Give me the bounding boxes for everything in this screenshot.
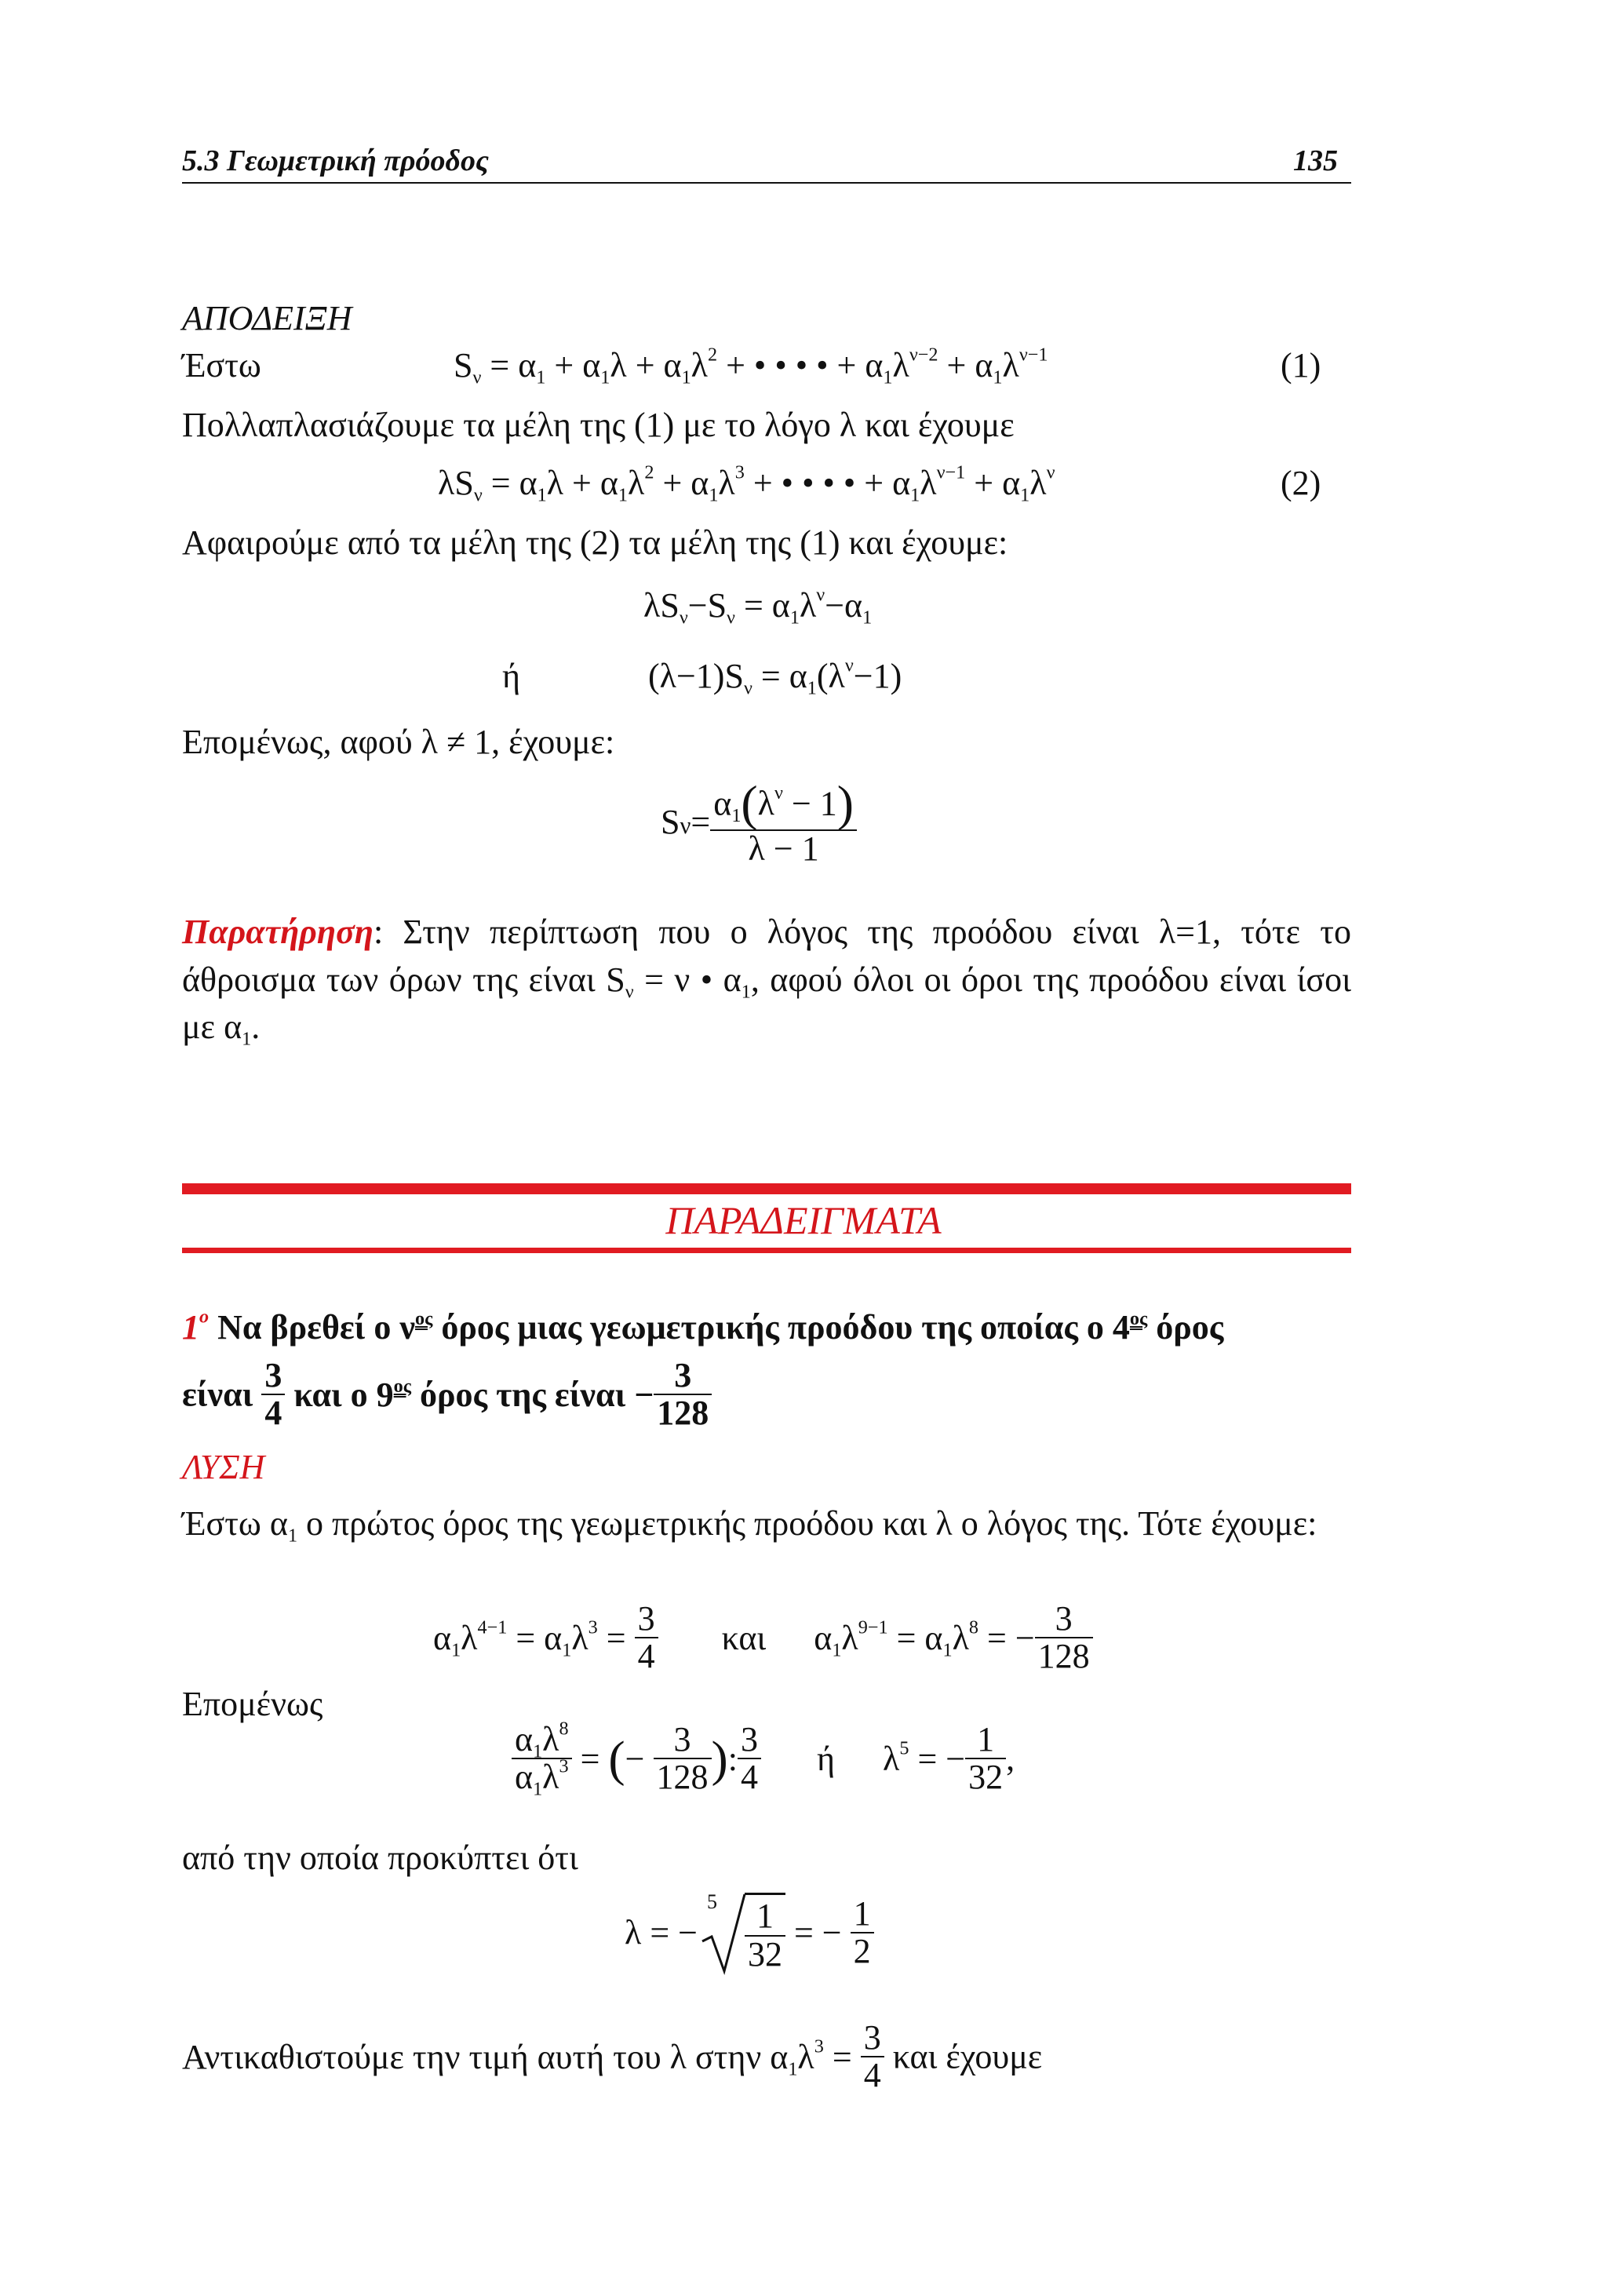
- let-word: Έστω: [182, 346, 261, 384]
- subtract-text: Αφαιρούμε από τα μέλη της (2) τα μέλη της (1) και έχουμε:: [182, 523, 1008, 562]
- ratio-equation: $\frac{\alpha_1\lambda^8}{\alpha_1\lambda^3}$ = (− $\frac{3}{128}$ ): $\frac{3}{4}$ ή $\lambda^5$ = − $\frac{1}{32}$ ,: [512, 1722, 1015, 1795]
- examples-top-bar: [182, 1183, 1351, 1194]
- or-word-2: ή: [816, 1739, 835, 1778]
- or-word: ή: [502, 657, 521, 695]
- remark-label: Παρατήρηση: [182, 913, 374, 951]
- equation-1-label: (1): [1281, 346, 1321, 384]
- equation-2-label: (2): [1281, 464, 1321, 502]
- example-number: $1^o$: [182, 1306, 210, 1347]
- root-equation: λ = − 5 $\frac{1}{32}$ = − $\frac{1}{2}$: [625, 1890, 874, 1976]
- svg-text:5: 5: [706, 1890, 717, 1913]
- difference-equation: $\lambda S_\nu-S_\nu = \alpha_1\lambda^\nu-\alpha_1$: [643, 584, 873, 629]
- given-terms-equation: $\alpha_1\lambda^{4-1} = \alpha_1\lambda^3$ = $\frac{3}{4}$ και $\alpha_1\lambda^{9-1} = \alpha_1\lambda^8$ = − $\frac{3}{128}$: [433, 1601, 1093, 1675]
- proof-title: ΑΠΟΔΕΙΞΗ: [182, 299, 352, 337]
- equation-2: $\lambda S_\nu = \alpha_1\lambda + \alpha_1\lambda^2 + \alpha_1\lambda^3$ + • • • • + $\alpha_1\lambda^{\nu-1} + \alpha_1\lambda^\nu$: [438, 461, 1055, 506]
- remark-paragraph: Παρατήρηση: Στην περίπτωση που ο λόγος της προόδου είναι λ=1, τότε το άθροισμα των όρων της είναι $S_\nu = \nu$ • $\alpha_1$, αφού όλοι οι όροι της προόδου είναι ίσοι με $\alpha_1$.: [182, 913, 1351, 1050]
- radical-sign-icon: [698, 1890, 748, 1976]
- examples-title: ΠΑΡΑΔΕΙΓΜΑΤΑ: [665, 1198, 942, 1242]
- examples-bottom-bar: [182, 1248, 1351, 1253]
- therefore-text: Επομένως, αφού λ ≠ 1, έχουμε:: [182, 723, 615, 761]
- example-1-line-1: $1^o$ Να βρεθεί ο $\nu^{o\varsigma}$ όρος μιας γεωμετρικής προόδου της οποίας ο $4^{o\varsigma}$ όρος: [182, 1306, 1224, 1347]
- example-1-line-2: είναι $\frac{3}{4}$ και ο $9^{o\varsigma}$ όρος της είναι − $\frac{3}{128}$: [182, 1358, 712, 1431]
- solution-intro: Έστω $\alpha_1$ ο πρώτος όρος της γεωμετρικής προόδου και λ ο λόγος της. Τότε έχουμε:: [182, 1504, 1317, 1547]
- solution-title: ΛΥΣΗ: [182, 1448, 265, 1486]
- therefore-word: Επομένως: [182, 1685, 323, 1723]
- page-number: 135: [1293, 144, 1338, 177]
- substitute-line: Αντικαθιστούμε την τιμή αυτή του λ στην $\alpha_1\lambda^3$ = $\frac{3}{4}$ και έχουμε: [182, 2018, 1043, 2095]
- equation-1: $S_\nu = \alpha_1 + \alpha_1\lambda + \alpha_1\lambda^2$ + • • • • + $\alpha_1\lambda^{\nu-2} + \alpha_1\lambda^{\nu-1}$: [454, 344, 1048, 388]
- running-header-section: 5.3 Γεωμετρική πρόοδος: [182, 144, 489, 177]
- fifth-root: 5 $\frac{1}{32}$: [698, 1890, 785, 1976]
- multiply-text: Πολλαπλασιάζουμε τα μέλη της (1) με το λόγο λ και έχουμε: [182, 406, 1015, 444]
- and-word: και: [721, 1618, 767, 1657]
- sum-formula: Sν= $\frac{\alpha_1(\lambda^\nu - 1)}{\lambda - 1}$: [661, 777, 857, 867]
- from-which-text: από την οποία προκύπτει ότι: [182, 1839, 578, 1877]
- header-rule: [182, 182, 1351, 184]
- factored-equation: $(\lambda-1)S_\nu = \alpha_1(\lambda^\nu-1)$: [648, 654, 902, 699]
